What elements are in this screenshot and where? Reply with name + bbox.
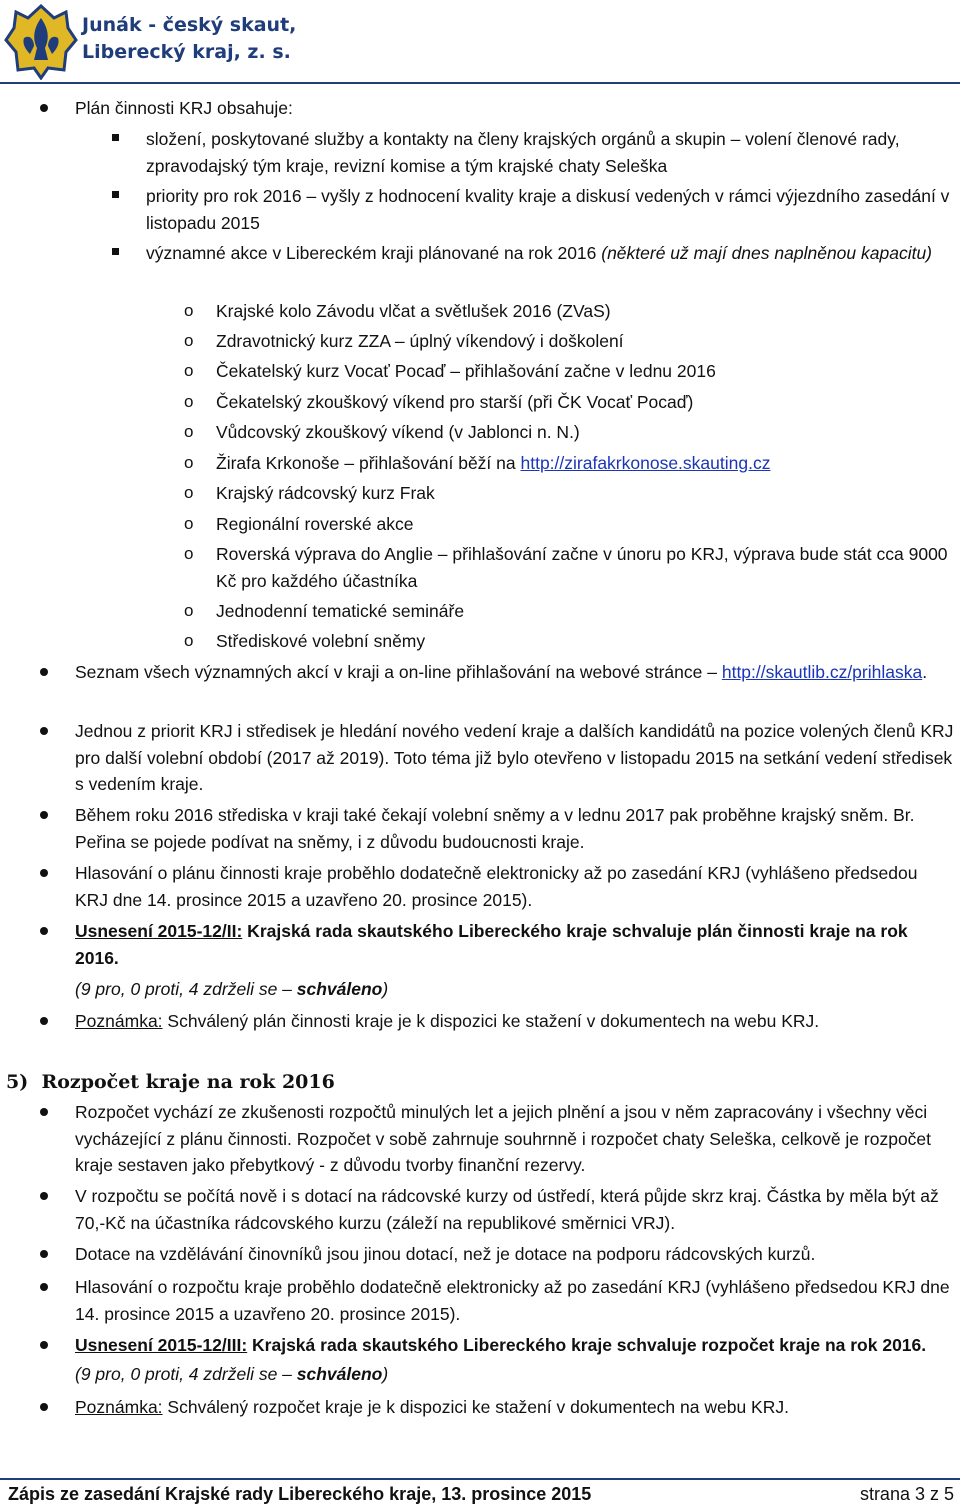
plan-vote-paragraph: Hlasování o plánu činnosti kraje proběhlo dodatečně elektronicky až po zasedání KRJ (vyhlášeno předsedou KRJ dne 14. prosince 2015 a uzavřeno 20. prosince 2015).: [75, 863, 918, 910]
zirafa-text: Žirafa Krkonoše – přihlašování běží na: [216, 453, 521, 473]
vote-count: (9 pro, 0 proti, 4 zdrželi se –: [75, 979, 297, 999]
circle-bullet: o: [184, 453, 194, 472]
circle-bullet: o: [184, 483, 194, 502]
event-item-zirafa: [216, 450, 770, 477]
bullet-dot: [40, 1108, 48, 1116]
org-name-line1: Junák - český skaut,: [82, 14, 297, 36]
event-item: Střediskové volební sněmy: [216, 631, 426, 651]
circle-bullet: o: [184, 631, 194, 650]
budget-vote-paragraph: Hlasování o rozpočtu kraje proběhlo dodatečně elektronicky až po zasedání KRJ (vyhlášeno předsedou KRJ dne 14. prosince 2015 a uzavřeno 20. prosince 2015).: [75, 1277, 950, 1324]
circle-bullet: o: [184, 331, 194, 350]
event-item: Čekatelský kurz Vocať Pocaď – přihlašování začne v lednu 2016: [216, 361, 716, 381]
event-item: Vůdcovský zkouškový víkend (v Jablonci n. N.): [216, 422, 580, 442]
footer-title: Zápis ze zasedání Krajské rady Libereckého kraje, 13. prosince 2015: [8, 1484, 592, 1504]
page-header: [0, 0, 960, 82]
page-number: strana 3 z 5: [859, 1484, 954, 1504]
budget-paragraph-2: V rozpočtu se počítá nově i s dotací na rádcovské kurzy od ústředí, která půjde skrz kraj. Částka by měla být až 70,-Kč na účastníka rádcovského kurzu (záleží na republikové směrnici VRJ).: [75, 1186, 939, 1233]
bullet-dot: [40, 104, 48, 112]
plan-note-text: Schválený plán činnosti kraje je k dispozici ke stažení v dokumentech na webu KRJ.: [162, 1011, 820, 1031]
events-note: (některé už mají dnes naplněnou kapacitu): [601, 243, 933, 263]
bullet-dot: [40, 811, 48, 819]
event-item-roverska: Roverská výprava do Anglie – přihlašování začne v únoru po KRJ, výprava bude stát cca 9000 Kč pro každého účastníka: [216, 544, 948, 591]
event-item: Jednodenní tematické semináře: [216, 601, 465, 621]
resolution-budget-label: Usnesení 2015-12/III:: [75, 1335, 248, 1355]
circle-bullet: o: [184, 361, 194, 380]
square-bullet: [112, 191, 119, 198]
budget-note-label: Poznámka:: [75, 1397, 163, 1417]
budget-note: [75, 1394, 955, 1421]
bullet-dot: [40, 727, 48, 735]
resolution-plan-vote: [75, 976, 388, 1003]
bullet-dot: [40, 1250, 48, 1258]
event-item: Krajské kolo Závodu vlčat a světlušek 2016 (ZVaS): [216, 301, 611, 321]
bullet-dot: [40, 1283, 48, 1291]
event-item: Čekatelský zkouškový víkend pro starší (při ČK Vocať Pocaď): [216, 392, 694, 412]
events-text: významné akce v Libereckém kraji plánované na rok 2016: [146, 243, 602, 263]
circle-bullet: o: [184, 514, 194, 533]
lily-emblem-icon: [4, 4, 78, 80]
org-name: [82, 12, 296, 66]
resolution-plan-label: Usnesení 2015-12/II:: [75, 921, 243, 941]
vote-end: ): [382, 1364, 389, 1384]
plan-note-label: Poznámka:: [75, 1011, 163, 1031]
bullet-dot: [40, 1017, 48, 1025]
event-item: Zdravotnický kurz ZZA – úplný víkendový i doškolení: [216, 331, 624, 351]
footer-divider: [0, 1478, 960, 1480]
section-heading-budget: 5) Rozpočet kraje na rok 2016: [6, 1071, 335, 1093]
zirafa-link[interactable]: http://zirafakrkonose.skauting.cz: [520, 453, 771, 473]
bullet-dot: [40, 1341, 48, 1349]
events-list-paragraph: [75, 659, 955, 686]
vote-end: ): [382, 979, 389, 999]
bullet-dot: [40, 1192, 48, 1200]
budget-paragraph-3: Dotace na vzdělávání činovníků jsou jinou dotací, než je dotace na podporu rádcovských kurzů.: [75, 1244, 816, 1264]
event-item: Regionální roverské akce: [216, 514, 414, 534]
header-divider: [0, 82, 960, 84]
vote-result: schváleno: [296, 1364, 383, 1384]
plan-item-events: [146, 240, 956, 267]
plan-note: [75, 1008, 955, 1035]
org-name-line2: Liberecký kraj, z. s.: [82, 41, 291, 63]
circle-bullet: o: [184, 601, 194, 620]
priorities-paragraph: Jednou z priorit KRJ i středisek je hledání nového vedení kraje a dalších kandidátů na pozice volených členů KRJ pro další volební období (2017 až 2019). Toto téma již bylo otevřeno v listopadu 2015 na setkání vedení středisek s vedením kraje.: [75, 721, 954, 794]
resolution-budget-text: Krajská rada skautského Libereckého kraje schvaluje rozpočet kraje na rok 2016.: [247, 1335, 927, 1355]
bullet-dot: [40, 869, 48, 877]
assemblies-paragraph: Během roku 2016 střediska v kraji také čekají volební sněmy a v lednu 2017 pak proběhne krajský sněm. Br. Peřina se pojede podívat na sněmy, i z důvodu budoucnosti kraje.: [75, 805, 915, 852]
bullet-dot: [40, 927, 48, 935]
resolution-budget: [75, 1332, 955, 1359]
resolution-budget-vote: [75, 1361, 388, 1388]
vote-count: (9 pro, 0 proti, 4 zdrželi se –: [75, 1364, 297, 1384]
event-item: Krajský rádcovský kurz Frak: [216, 483, 435, 503]
prihlaska-link[interactable]: http://skautlib.cz/prihlaska: [721, 662, 923, 682]
events-list-text: Seznam všech významných akcí v kraji a on-line přihlašování na webové stránce –: [75, 662, 722, 682]
budget-note-text: Schválený rozpočet kraje je k dispozici ke stažení v dokumentech na webu KRJ.: [162, 1397, 789, 1417]
circle-bullet: o: [184, 301, 194, 320]
circle-bullet: o: [184, 422, 194, 441]
plan-intro: Plán činnosti KRJ obsahuje:: [75, 98, 293, 118]
bullet-dot: [40, 668, 48, 676]
budget-paragraph-1: Rozpočet vychází ze zkušenosti rozpočtů minulých let a jejich plnění a jsou v něm zapracovány i všechny věci vycházející z plánu činnosti. Rozpočet v sobě zahrnuje souhrnně i rozpočet chaty Seleška, celkově je rozpočet kraje sestaven jako přebytkový - z důvodu tvorby finanční rezervy.: [75, 1102, 932, 1175]
circle-bullet: o: [184, 544, 194, 563]
resolution-plan-text: Krajská rada skautského Libereckého kraje schvaluje plán činnosti kraje na rok 2016.: [75, 921, 908, 968]
square-bullet: [112, 134, 119, 141]
events-list-end: .: [922, 662, 928, 682]
resolution-plan: [75, 918, 955, 971]
plan-item-composition: složení, poskytované služby a kontakty na členy krajských orgánů a skupin – volení členové rady, zpravodajský tým kraje, revizní komise a tým krajské chaty Seleška: [146, 129, 900, 176]
plan-item-priorities: priority pro rok 2016 – vyšly z hodnocení kvality kraje a diskusí vedených v rámci výjezdního zasedání v listopadu 2015: [146, 186, 950, 233]
square-bullet: [112, 248, 119, 255]
vote-result: schváleno: [296, 979, 383, 999]
circle-bullet: o: [184, 392, 194, 411]
bullet-dot: [40, 1403, 48, 1411]
